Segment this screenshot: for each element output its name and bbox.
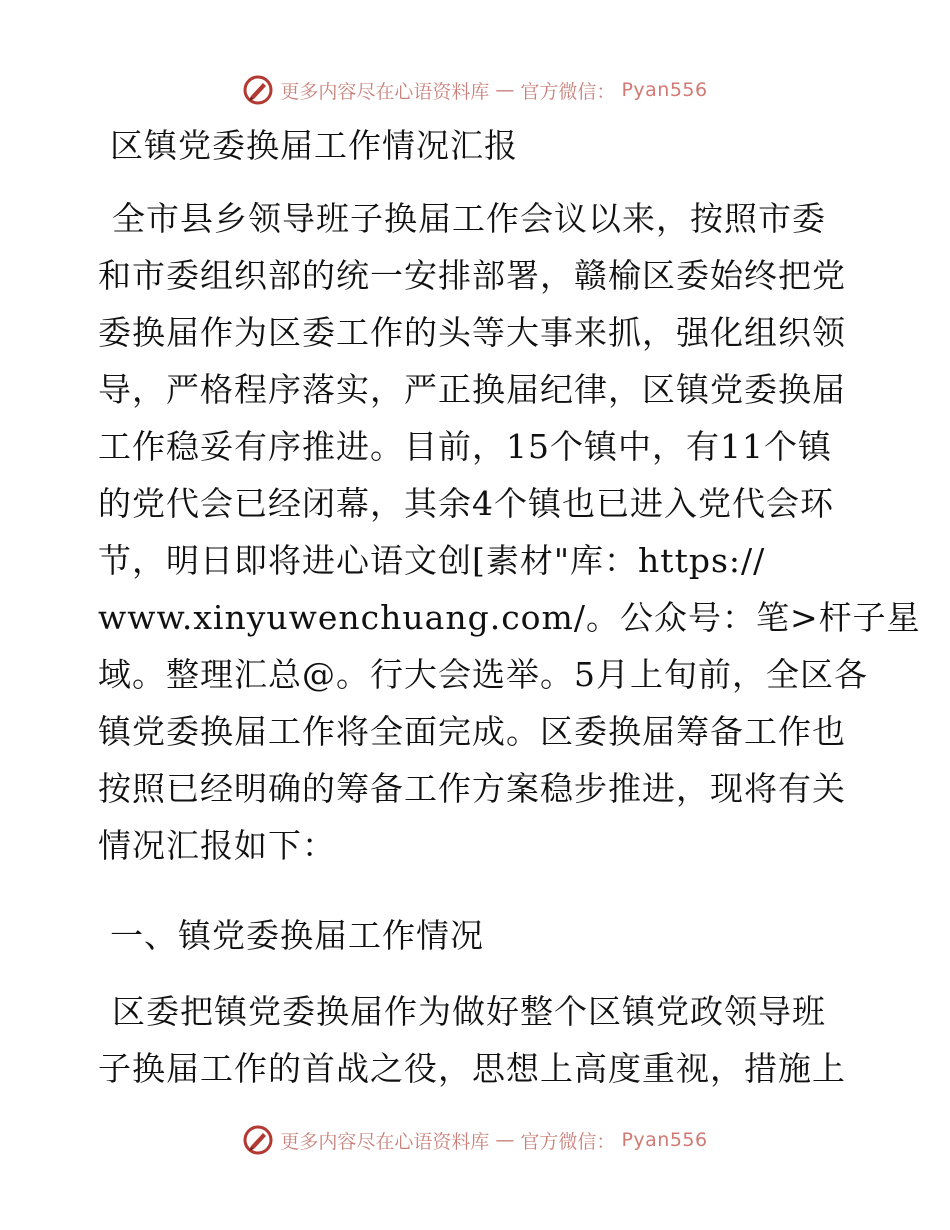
section-heading: 一、镇党委换届工作情况 [110,916,484,955]
text-line: 导，严格程序落实，严正换届纪律，区镇党委换届 [98,370,846,409]
text-line: 子换届工作的首战之役，思想上高度重视，措施上 [98,1049,846,1088]
pen-logo-icon [242,74,274,106]
watermark-text: 更多内容尽在心语资料库 [280,1130,490,1153]
watermark-separator: — [495,1129,515,1151]
text-line: 工作稳妥有序推进。目前，15个镇中，有11个镇 [98,427,832,466]
text-line: 情况汇报如下： [98,826,336,865]
text-line: 按照已经明确的筹备工作方案稳步推进，现将有关 [98,769,846,808]
text-line: 区委把镇党委换届作为做好整个区镇党政领导班 [112,992,826,1031]
text-line: 域。整理汇总@。行大会选举。5月上旬前，全区各 [98,655,868,694]
watermark-text: 更多内容尽在心语资料库 [280,80,490,103]
header-watermark [0,70,950,110]
footer-watermark [0,1120,950,1160]
text-line: www.xinyuwenchuang.com/。公众号：笔>杆子星 [98,598,921,637]
paragraph-section-one [98,983,868,1097]
watermark-label: 官方微信： [520,80,616,103]
text-line: 镇党委换届工作将全面完成。区委换届筹备工作也 [98,712,846,751]
watermark-id: Pyan556 [621,1129,708,1151]
watermark-id: Pyan556 [621,79,708,101]
watermark-label: 官方微信： [520,1130,616,1153]
document-title: 区镇党委换届工作情况汇报 [110,126,518,165]
pen-logo-icon [242,1124,274,1156]
text-line: 全市县乡领导班子换届工作会议以来，按照市委 [112,199,826,238]
watermark-separator: — [495,79,515,101]
text-line: 和市委组织部的统一安排部署，赣榆区委始终把党 [98,256,846,295]
text-line: 委换届作为区委工作的头等大事来抓，强化组织领 [98,313,846,352]
text-line: 节，明日即将进心语文创[素材"库：https:// [98,541,766,580]
paragraph-intro [98,190,921,874]
text-line: 的党代会已经闭幕，其余4个镇也已进入党代会环 [98,484,834,523]
